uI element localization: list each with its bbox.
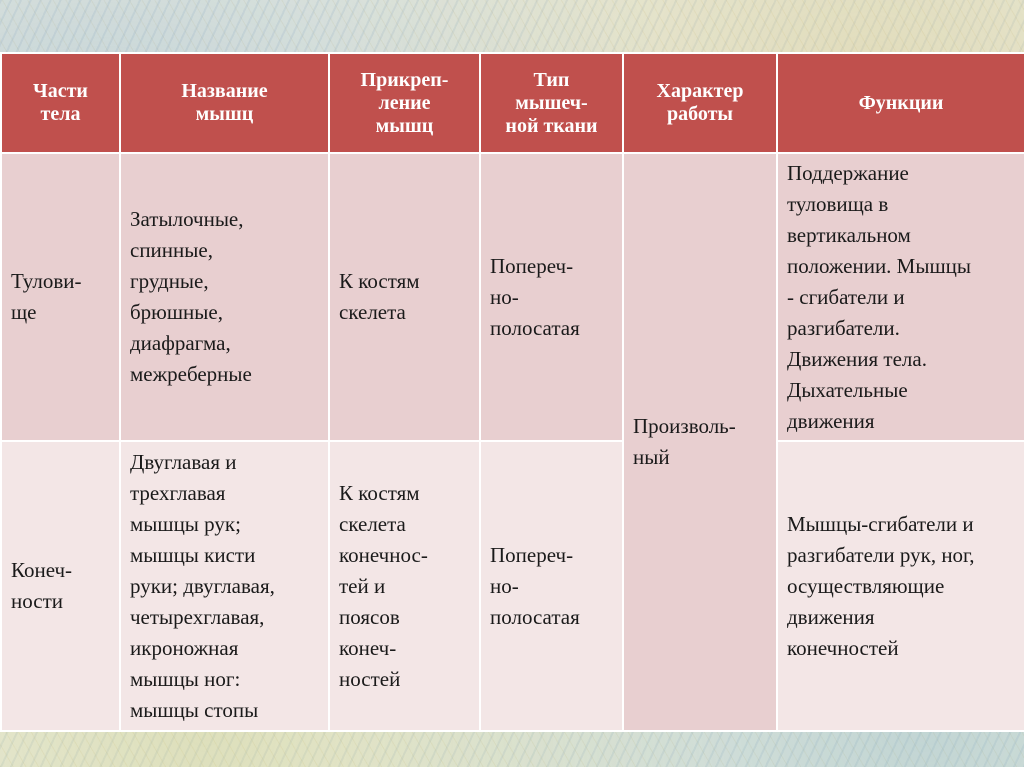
header-work-character: Характер работы — [623, 53, 777, 153]
cell-muscle-names: Двуглавая и трехглавая мышцы рук; мышцы кисти руки; двуглавая, четырехглавая, икроножная мышцы ног: мышцы стопы — [120, 441, 329, 731]
cell-muscle-names: Затылочные, спинные, грудные, брюшные, диафрагма, межреберные — [120, 153, 329, 441]
table-row — [1, 441, 1024, 731]
cell-attachment: К костям скелета конечнос- тей и поясов конеч- ностей — [329, 441, 480, 731]
cell-body-part: Конеч- ности — [1, 441, 120, 731]
header-muscle-names: Название мышц — [120, 53, 329, 153]
header-tissue-type: Тип мышеч- ной ткани — [480, 53, 623, 153]
table-header-row — [1, 53, 1024, 153]
cell-tissue-type: Попереч- но- полосатая — [480, 153, 623, 441]
cell-attachment: К костям скелета — [329, 153, 480, 441]
header-attachment: Прикреп- ление мышц — [329, 53, 480, 153]
cell-functions: Поддержание туловища в вертикальном положении. Мышцы - сгибатели и разгибатели. Движения тела. Дыхательные движения — [777, 153, 1024, 441]
cell-tissue-type: Попереч- но- полосатая — [480, 441, 623, 731]
header-body-parts: Части тела — [1, 53, 120, 153]
header-functions: Функции — [777, 53, 1024, 153]
table-row — [1, 153, 1024, 441]
cell-functions: Мышцы-сгибатели и разгибатели рук, ног, осуществляющие движения конечностей — [777, 441, 1024, 731]
muscles-table — [0, 52, 1024, 732]
cell-body-part: Тулови- ще — [1, 153, 120, 441]
cell-work-character: Произволь- ный — [623, 153, 777, 731]
